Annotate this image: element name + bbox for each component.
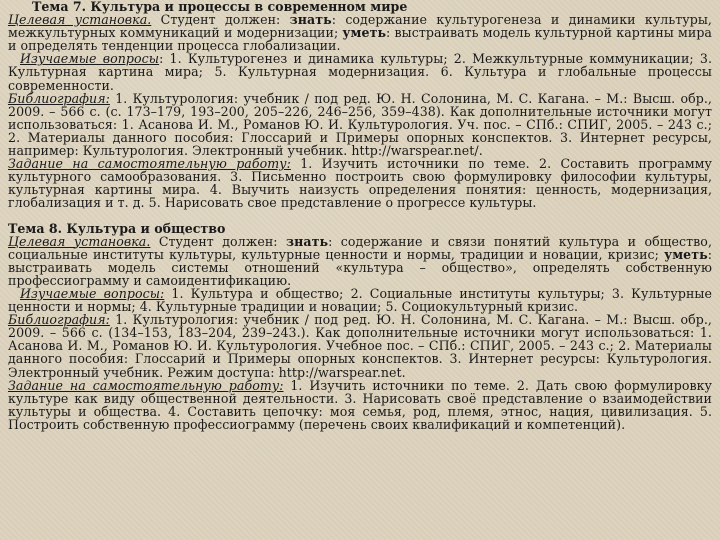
- topic7-goal-text3: : выстраивать модель культурной картины мира и определять тенденции процесса глобализации.: [8, 25, 712, 54]
- topic8-title: Тема 8. Культура и общество: [8, 220, 226, 236]
- topic7-questions-label: Изучаемые вопросы: [20, 51, 160, 67]
- topic8-goal-know: знать: [286, 233, 329, 249]
- topic8-goal-able: уметь: [664, 246, 708, 262]
- topic7-task: [8, 157, 712, 209]
- topic8-goal-label: Целевая установка.: [8, 233, 151, 249]
- topic8-goal: [8, 235, 712, 287]
- topic8-goal-text3: : выстраивать модель системы отношений «культура – общество», определять собственную профессиограмму и самоидентификацию.: [8, 246, 712, 288]
- topic8-task-label: Задание на самостоятельную работу:: [8, 377, 284, 393]
- topic8-questions: [8, 287, 712, 313]
- topic8-questions-label: Изучаемые вопросы:: [20, 285, 165, 301]
- topic7-goal-text2: : содержание культурогенеза и динамики культуры, межкультурных коммуникаций и модернизации;: [8, 12, 712, 41]
- topic7-goal-label: Целевая установка.: [8, 12, 152, 28]
- topic7-biblio-label: Библиография:: [8, 90, 110, 106]
- topic7-goal-text1: Студент должен:: [151, 12, 290, 28]
- topic7-task-label: Задание на самостоятельную работу:: [8, 156, 291, 172]
- topic8-task: [8, 379, 712, 431]
- topic7-goal-able: уметь: [342, 25, 387, 41]
- topic8-goal-text1: Студент должен:: [150, 233, 287, 249]
- topic8-biblio: [8, 313, 712, 378]
- topic7-biblio-text: 1. Культурология: учебник / под ред. Ю. Н. Солонина, М. С. Кагана. – М.: Высш. обр., 2009. – 566 с. (с. 173–179, 193–200, 205–226, 246–256, 359–438). Как дополнительные источники могут использоваться: 1. Асанова И. М., Романов Ю. И. Культурология. Уч. пос. – СПб.: СПИГ, 2005. – 243 с.; 2. Материалы данного пособия: Глоссарий и Примеры опорных конспектов. 3. Интернет ресурсы, например: Культурология. Электронный учебник. http://warspear.net/.: [8, 90, 712, 159]
- topic8-task-text: 1. Изучить источники по теме. 2. Дать свою формулировку культуре как виду общественной деятельности. 3. Нарисовать своё представление о взаимодействии культуры и общества. 4. Составить цепочку: моя семья, род, племя, этнос, нация, цивилизация. 5. Построить собственную профессиограмму (перечень своих квалификаций и компетенций).: [8, 377, 712, 432]
- topic8-biblio-text: 1. Культурология: учебник / под ред. Ю. Н. Солонина, М. С. Кагана. – М.: Высш. обр., 2009. – 566 с. (134–153, 183–204, 239–243.). Как дополнительные источники могут использоваться: 1. Асанова И. М., Романов Ю. И. Культурология. Учебное пос. – СПб.: СПИГ, 2005. – 243 с.; 2. Материалы данного пособия: Глоссарий и Примеры опорных конспектов. 3. Интернет ресурсы: Культурология. Электронный учебник. Режим доступа: http://warspear.net.: [8, 312, 712, 380]
- topic7-questions: [8, 52, 712, 91]
- topic7-title: Тема 7. Культура и процессы в современном мире: [32, 0, 408, 14]
- topic7-questions-text: : 1. Культурогенез и динамика культуры; 2. Межкультурные коммуникации; 3. Культурная картина мира; 5. Культурная модернизация. 6. Культура и глобальные процессы современности.: [8, 51, 713, 93]
- topic8-goal-text2: : содержание и связи понятий культура и общество, социальные институты культуры, культурные ценности и нормы, традиции и новации, кризис;: [8, 233, 712, 262]
- topic8-biblio-label: Библиография:: [8, 312, 110, 328]
- topic7-goal: [8, 13, 712, 52]
- topic7-biblio: [8, 92, 712, 157]
- topic7-task-text: 1. Изучить источники по теме. 2. Составить программу культурного самообразования. 3. Письменно построить свою формулировку философии культуры, культурная картины мира. 4. Выучить наизусть определения понятия: ценность, модернизация, глобализация и т. д. 5. Нарисовать свое представление о прогрессе культуры.: [8, 156, 712, 211]
- topic8-questions-text: 1. Культура и общество; 2. Социальные институты культуры; 3. Культурные ценности и нормы; 4. Культурные традиции и новации; 5. Социокультурный кризис.: [8, 285, 712, 315]
- topic7-goal-know: знать: [289, 12, 332, 28]
